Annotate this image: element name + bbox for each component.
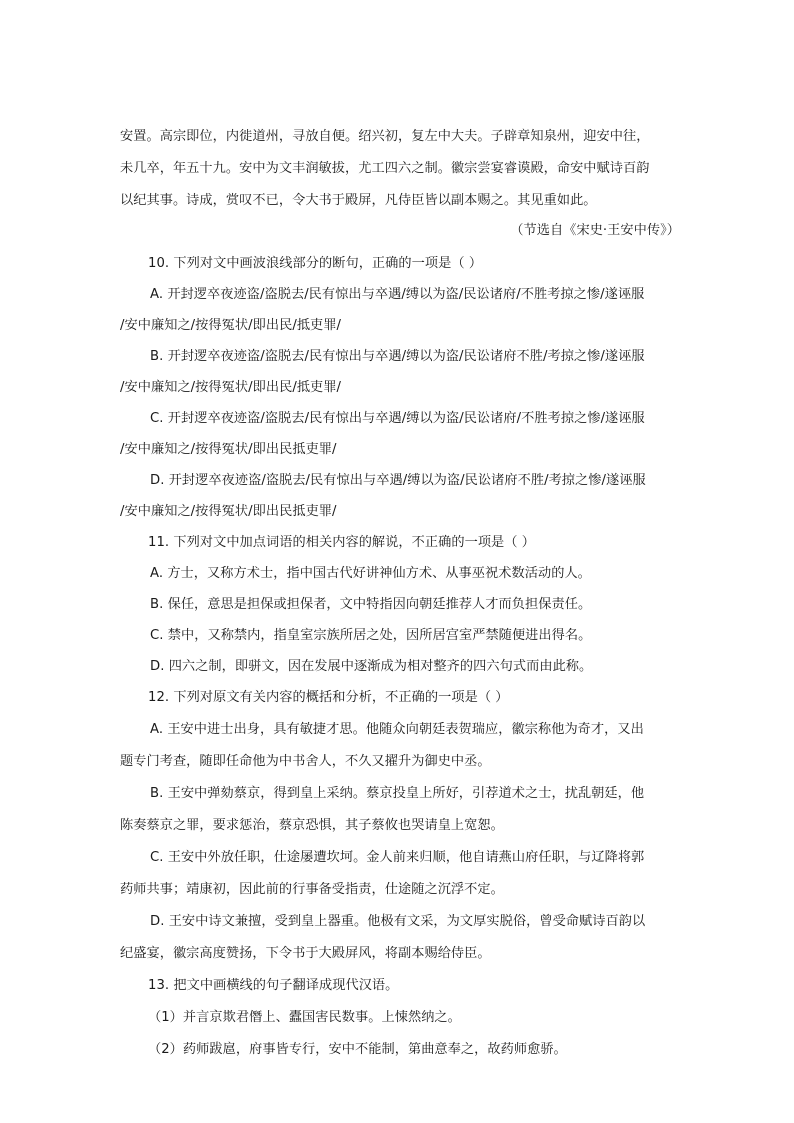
question-11-stem: 11. 下列对文中加点词语的相关内容的解说，不正确的一项是（ ） (148, 535, 536, 550)
passage-line: 未几卒，年五十九。安中为文丰润敏拔，尤工四六之制。徽宗尝宴睿谟殿，命安中赋诗百韵 (120, 161, 650, 176)
q11-option-c: C. 禁中，又称禁内，指皇室宗族所居之处，因所居宫室严禁随便进出得名。 (150, 628, 592, 643)
q12-option-c-cont: 药师共事；靖康初，因此前的行事备受指责，仕途随之沉浮不定。 (120, 882, 504, 897)
q11-option-d: D. 四六之制，即骈文，因在发展中逐渐成为相对整齐的四六句式而由此称。 (150, 659, 593, 674)
q10-option-c: C. 开封逻卒夜迹盗/盗脱去/民有惊出与卒遇/缚以为盗/民讼诸府/不胜考掠之惨/遂诬服 (150, 411, 645, 426)
q12-option-a: A. 王安中进士出身，具有敏捷才思。他随众向朝廷表贺瑞应，徽宗称他为奇才，又出 (150, 722, 644, 737)
q12-option-b: B. 王安中弹劾蔡京，得到皇上采纳。蔡京投皇上所好，引荐道术之士，扰乱朝廷，他 (150, 786, 645, 801)
q11-option-b: B. 保任，意思是担保或担保者，文中特指因向朝廷推荐人才而负担保责任。 (150, 597, 592, 612)
q12-option-c: C. 王安中外放任职，仕途屡遭坎坷。金人前来归顺，他自请燕山府任职，与辽降将郭 (150, 850, 645, 865)
q10-option-d-cont: /安中廉知之/按得冤状/即出民抵吏罪/ (120, 504, 337, 519)
q10-option-a-cont: /安中廉知之/按得冤状/即出民/抵吏罪/ (120, 318, 342, 333)
passage-line: 以纪其事。诗成，赏叹不已，令大书于殿屏，凡侍臣皆以副本赐之。其见重如此。 (120, 193, 597, 208)
q13-item-2: （2）药师跋扈，府事皆专行，安中不能制，第曲意奉之，故药师愈骄。 (148, 1042, 567, 1057)
q12-option-b-cont: 陈奏蔡京之罪，要求惩治，蔡京恐惧，其子蔡攸也哭请皇上宽恕。 (120, 818, 504, 833)
question-13-stem: 13. 把文中画横线的句子翻译成现代汉语。 (148, 978, 399, 993)
q12-option-d-cont: 纪盛宴，徽宗高度赞扬，下令书于大殿屏风，将副本赐给侍臣。 (120, 946, 491, 961)
question-12-stem: 12. 下列对原文有关内容的概括和分析，不正确的一项是（ ） (148, 690, 509, 705)
q13-item-1: （1）并言京欺君僭上、蠹国害民数事。上悚然纳之。 (148, 1010, 461, 1025)
passage-line: 安置。高宗即位，内徙道州，寻放自便。绍兴初，复左中大夫。子辟章知泉州，迎安中往， (120, 129, 650, 144)
q10-option-b-cont: /安中廉知之/按得冤状/即出民/抵吏罪/ (120, 380, 342, 395)
q10-option-d: D. 开封逻卒夜迹盗/盗脱去/民有惊出与卒遇/缚以为盗/民讼诸府不胜/考掠之惨/遂诬服 (150, 473, 646, 488)
q10-option-c-cont: /安中廉知之/按得冤状/即出民抵吏罪/ (120, 442, 337, 457)
source-citation: （节选自《宋史·王安中传》） (510, 223, 680, 238)
q11-option-a: A. 方士，又称方术士，指中国古代好讲神仙方术、从事巫祝术数活动的人。 (150, 566, 591, 581)
q12-option-d: D. 王安中诗文兼擅，受到皇上器重。他极有文采，为文厚实脱俗，曾受命赋诗百韵以 (150, 914, 646, 929)
q10-option-b: B. 开封逻卒夜迹盗/盗脱去/民有惊出与卒遇/缚以为盗/民讼诸府不胜/考掠之惨/遂诬服 (150, 349, 645, 364)
q12-option-a-cont: 题专门考查，随即任命他为中书舍人，不久又擢升为御史中丞。 (120, 754, 491, 769)
q10-option-a: A. 开封逻卒夜迹盗/盗脱去/民有惊出与卒遇/缚以为盗/民讼诸府/不胜考掠之惨/遂诬服 (150, 287, 645, 302)
question-10-stem: 10. 下列对文中画波浪线部分的断句，正确的一项是（ ） (148, 256, 483, 271)
